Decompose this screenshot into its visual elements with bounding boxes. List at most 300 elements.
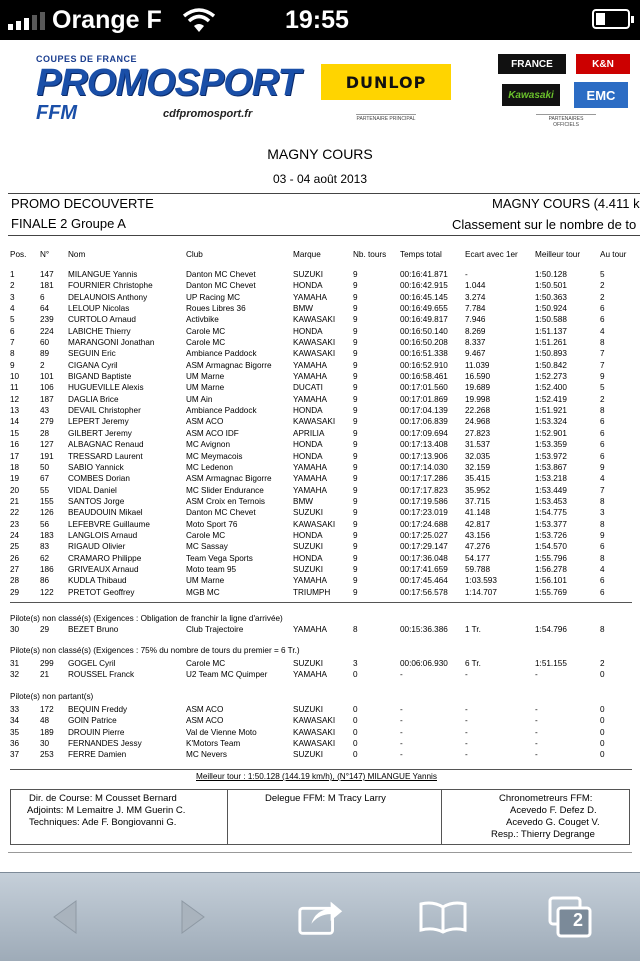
cell-total-time: 00:17:36.048	[400, 553, 448, 563]
cell-name: HUGUEVILLE Alexis	[68, 383, 144, 393]
circuit-label: MAGNY COURS (4.411 k	[492, 196, 640, 211]
cell-total-time: -	[400, 716, 403, 726]
cell-gap: 32.159	[465, 462, 491, 472]
cell-gap: 16.590	[465, 372, 491, 382]
cell-total-time: 00:17:06.839	[400, 417, 448, 427]
cell-number: 106	[40, 383, 54, 393]
cell-best-lap: 1:53.218	[535, 474, 567, 484]
cell-total-time: 00:16:50.140	[400, 326, 448, 336]
cell-brand: HONDA	[293, 326, 323, 336]
cell-number: 147	[40, 270, 54, 279]
cell-total-time: 00:17:09.694	[400, 428, 448, 438]
cell-pos: 37	[10, 750, 20, 760]
divider	[10, 769, 632, 770]
cell-brand: KAWASAKI	[293, 727, 336, 737]
cell-name: FERRE Damien	[68, 750, 127, 760]
cell-number: 28	[40, 428, 50, 438]
timekeepers-line-2: Acevedo G. Couget V.	[506, 817, 600, 828]
cell-club: Moto team 95	[186, 564, 237, 574]
table-row	[10, 587, 640, 598]
table-row	[10, 416, 640, 427]
cell-number: 172	[40, 705, 54, 714]
cell-gap: 47.276	[465, 542, 491, 552]
cell-total-time: 00:16:49.655	[400, 304, 448, 314]
cell-club: Danton MC Chevet	[186, 508, 256, 518]
cell-brand: KAWASAKI	[293, 417, 336, 427]
cell-name: LEFEBVRE Guillaume	[68, 519, 150, 529]
cell-best-lap-at: 6	[600, 542, 605, 552]
cell-laps: 9	[353, 462, 358, 472]
coupes-de-france-label: COUPES DE FRANCE	[36, 54, 138, 64]
cell-total-time: 00:17:17.823	[400, 485, 448, 495]
cell-name: ALBAGNAC Renaud	[68, 440, 144, 450]
cell-best-lap-at: 7	[600, 349, 605, 359]
cell-brand: YAMAHA	[293, 462, 327, 472]
cell-best-lap: 1:53.449	[535, 485, 567, 495]
officials-column-delegate	[227, 790, 442, 844]
cell-best-lap-at: 5	[600, 383, 605, 393]
cell-gap: -	[465, 716, 468, 726]
website-label: cdfpromosport.fr	[163, 108, 253, 120]
cell-club: MC Ledenon	[186, 462, 233, 472]
cell-club: Carole MC	[186, 338, 226, 348]
cell-club: UM Marne	[186, 576, 225, 586]
cell-number: 89	[40, 349, 50, 359]
ffm-delegate: Delegue FFM: M Tracy Larry	[265, 793, 386, 804]
cell-brand: SUZUKI	[293, 508, 324, 518]
cell-gap: 32.035	[465, 451, 491, 461]
cell-best-lap: 1:53.867	[535, 462, 567, 472]
cell-best-lap: 1:50.128	[535, 270, 567, 279]
cell-brand: SUZUKI	[293, 705, 324, 714]
cell-total-time: 00:17:13.906	[400, 451, 448, 461]
cell-club: Danton MC Chevet	[186, 270, 256, 279]
back-button[interactable]	[40, 895, 90, 939]
cell-laps: 9	[353, 451, 358, 461]
cell-number: 56	[40, 519, 50, 529]
cell-gap: 42.817	[465, 519, 491, 529]
cell-best-lap: 1:50.363	[535, 292, 567, 302]
cell-best-lap: 1:51.921	[535, 406, 567, 416]
cell-best-lap: -	[535, 727, 538, 737]
table-row	[10, 326, 640, 337]
cell-total-time: 00:16:51.338	[400, 349, 448, 359]
cell-gap: -	[465, 670, 468, 680]
cell-pos: 8	[10, 349, 15, 359]
web-page[interactable]	[0, 40, 640, 872]
cell-best-lap-at: 0	[600, 716, 605, 726]
cell-brand: YAMAHA	[293, 670, 327, 680]
cell-number: 186	[40, 564, 54, 574]
cell-name: SANTOS Jorge	[68, 496, 125, 506]
cell-brand: HONDA	[293, 406, 323, 416]
cell-best-lap-at: 6	[600, 417, 605, 427]
cell-total-time: 00:16:45.145	[400, 292, 448, 302]
cell-pos: 28	[10, 576, 20, 586]
cell-name: DAGLIA Brice	[68, 394, 119, 404]
cell-number: 21	[40, 670, 50, 680]
cell-total-time: 00:17:14.030	[400, 462, 448, 472]
timekeepers-line-1: Acevedo F. Defez D.	[510, 805, 597, 816]
cell-name: RIGAUD Olivier	[68, 542, 126, 552]
cell-name: SABIO Yannick	[68, 462, 124, 472]
col-header-gap: Ecart avec 1er	[465, 249, 518, 259]
table-row	[10, 451, 640, 462]
forward-arrow-icon	[176, 898, 210, 936]
cell-best-lap: 1:55.796	[535, 553, 567, 563]
timekeepers-title: Chronometreurs FFM:	[499, 793, 593, 804]
cell-brand: YAMAHA	[293, 485, 327, 495]
table-row	[10, 624, 640, 635]
forward-button[interactable]	[168, 895, 218, 939]
table-row	[10, 564, 640, 575]
cell-pos: 5	[10, 315, 15, 325]
table-row	[10, 738, 640, 749]
cell-brand: HONDA	[293, 440, 323, 450]
cell-laps: 9	[353, 304, 358, 314]
cell-laps: 9	[353, 519, 358, 529]
cell-best-lap: -	[535, 739, 538, 749]
cell-gap: 37.715	[465, 496, 491, 506]
col-header-name: Nom	[68, 249, 86, 259]
cell-best-lap-at: 6	[600, 451, 605, 461]
cell-pos: 2	[10, 281, 15, 291]
cell-laps: 9	[353, 485, 358, 495]
cell-best-lap: 1:55.769	[535, 587, 567, 597]
session-label: FINALE 2 Groupe A	[11, 216, 126, 231]
cell-best-lap: -	[535, 750, 538, 760]
browser-toolbar	[0, 872, 640, 961]
cell-best-lap: 1:53.377	[535, 519, 567, 529]
cell-name: DELAUNOIS Anthony	[68, 292, 148, 302]
table-row	[10, 394, 640, 405]
table-row	[10, 303, 640, 314]
cell-gap: 31.537	[465, 440, 491, 450]
cell-brand: HONDA	[293, 553, 323, 563]
cell-brand: SUZUKI	[293, 750, 324, 760]
cell-pos: 25	[10, 542, 20, 552]
cell-club: ASM ACO	[186, 705, 224, 714]
cell-laps: 9	[353, 440, 358, 450]
cell-club: K'Motors Team	[186, 739, 241, 749]
cell-laps: 9	[353, 530, 358, 540]
ranking-note: Classement sur le nombre de to	[452, 217, 637, 232]
cell-pos: 12	[10, 394, 20, 404]
cell-brand: YAMAHA	[293, 292, 327, 302]
cell-gap: 27.823	[465, 428, 491, 438]
cell-pos: 14	[10, 417, 20, 427]
cell-number: 62	[40, 553, 50, 563]
table-row	[10, 749, 640, 760]
cell-brand: SUZUKI	[293, 542, 324, 552]
france-equipement-logo: FRANCE	[498, 54, 566, 74]
dunlop-logo: DUNLOP	[321, 64, 451, 100]
section-heading-unclassified: Pilote(s) non classé(s) (Exigences : Obligation de franchir la ligne d'arrivée)	[10, 614, 283, 623]
bookmarks-button[interactable]	[418, 895, 468, 939]
cell-name: CURTOLO Arnaud	[68, 315, 136, 325]
signal-strength-icon	[8, 12, 48, 30]
technical-officials: Techniques: Ade F. Bongiovanni G.	[29, 817, 177, 828]
carrier-name: Orange F	[52, 6, 162, 34]
cell-gap: -	[465, 705, 468, 714]
cell-gap: 11.039	[465, 360, 490, 370]
cell-best-lap: 1:54.570	[535, 542, 567, 552]
cell-total-time: -	[400, 705, 403, 714]
cell-best-lap-at: 0	[600, 750, 605, 760]
table-row	[10, 530, 640, 541]
event-date: 03 - 04 août 2013	[272, 172, 368, 186]
cell-best-lap-at: 9	[600, 372, 605, 382]
cell-best-lap: 1:51.155	[535, 659, 567, 668]
cell-name: BIGAND Baptiste	[68, 372, 132, 382]
cell-brand: KAWASAKI	[293, 315, 336, 325]
cell-laps: 9	[353, 360, 358, 370]
cell-laps: 0	[353, 716, 358, 726]
cell-gap: 8.337	[465, 338, 486, 348]
promosport-logo: PROMOSPORT	[36, 62, 300, 104]
cell-best-lap-at: 6	[600, 587, 605, 597]
cell-gap: 1:14.707	[465, 587, 497, 597]
cell-club: Team Vega Sports	[186, 553, 253, 563]
cell-brand: SUZUKI	[293, 564, 324, 574]
tabs-count: 2	[572, 910, 583, 930]
cell-club: ASM ACO	[186, 716, 224, 726]
cell-number: 55	[40, 485, 50, 495]
cell-number: 183	[40, 530, 54, 540]
cell-best-lap: -	[535, 716, 538, 726]
cell-club: MC Meymacois	[186, 451, 243, 461]
cell-best-lap-at: 9	[600, 462, 605, 472]
cell-number: 86	[40, 576, 50, 586]
cell-best-lap-at: 0	[600, 739, 605, 749]
table-row	[10, 715, 640, 726]
cell-brand: YAMAHA	[293, 360, 327, 370]
cell-total-time: 00:17:01.869	[400, 394, 448, 404]
cell-total-time: -	[400, 750, 403, 760]
cell-name: FOURNIER Christophe	[68, 281, 153, 291]
cell-laps: 9	[353, 326, 358, 336]
cell-total-time: 00:17:19.586	[400, 496, 448, 506]
cell-best-lap-at: 3	[600, 508, 605, 518]
cell-number: 122	[40, 587, 54, 597]
unclassified-table-2	[10, 658, 640, 681]
cell-club: Val de Vienne Moto	[186, 727, 257, 737]
cell-total-time: 00:17:17.286	[400, 474, 448, 484]
cell-pos: 15	[10, 428, 20, 438]
kn-logo: K&N	[576, 54, 630, 74]
col-header-best-lap: Meilleur tour	[535, 249, 581, 259]
cell-pos: 29	[10, 587, 20, 597]
cell-name: CIGANA Cyril	[68, 360, 118, 370]
cell-best-lap-at: 2	[600, 292, 605, 302]
cell-pos: 27	[10, 564, 20, 574]
cell-club: Ambiance Paddock	[186, 349, 257, 359]
cell-club: Carole MC	[186, 659, 226, 668]
cell-name: VIDAL Daniel	[68, 485, 117, 495]
cell-name: MARANGONI Jonathan	[68, 338, 155, 348]
cell-brand: KAWASAKI	[293, 338, 336, 348]
cell-gap: 22.268	[465, 406, 491, 416]
cell-pos: 31	[10, 659, 20, 668]
cell-club: UM Marne	[186, 372, 225, 382]
cell-best-lap: 1:50.924	[535, 304, 567, 314]
cell-number: 83	[40, 542, 50, 552]
cell-laps: 0	[353, 727, 358, 737]
cell-laps: 3	[353, 659, 358, 668]
table-row	[10, 371, 640, 382]
cell-brand: YAMAHA	[293, 625, 327, 634]
cell-laps: 9	[353, 417, 358, 427]
cell-brand: KAWASAKI	[293, 349, 336, 359]
divider	[8, 235, 640, 236]
cell-gap: 1:03.593	[465, 576, 497, 586]
cell-gap: -	[465, 270, 468, 279]
cell-club: U2 Team MC Quimper	[186, 670, 268, 680]
cell-best-lap-at: 6	[600, 315, 605, 325]
cell-best-lap-at: 8	[600, 406, 605, 416]
cell-laps: 9	[353, 394, 358, 404]
kawasaki-logo: Kawasaki	[502, 84, 560, 106]
table-row	[10, 575, 640, 586]
cell-gap: -	[465, 750, 468, 760]
cell-best-lap-at: 4	[600, 326, 605, 336]
share-button[interactable]	[296, 895, 346, 939]
cell-best-lap-at: 2	[600, 394, 605, 404]
cell-gap: 7.946	[465, 315, 486, 325]
timekeepers-resp: Resp.: Thierry Degrange	[491, 829, 595, 840]
cell-best-lap: 1:52.273	[535, 372, 567, 382]
cell-total-time: -	[400, 739, 403, 749]
cell-number: 30	[40, 739, 50, 749]
cell-best-lap: 1:50.501	[535, 281, 567, 291]
cell-name: GILBERT Jeremy	[68, 428, 132, 438]
officials-box	[10, 789, 630, 845]
cell-gap: 41.148	[465, 508, 491, 518]
cell-total-time: 00:17:01.560	[400, 383, 448, 393]
table-row	[10, 382, 640, 393]
cell-club: ASM Croix en Ternois	[186, 496, 266, 506]
cell-best-lap-at: 4	[600, 474, 605, 484]
cell-pos: 36	[10, 739, 20, 749]
cell-brand: YAMAHA	[293, 394, 327, 404]
cell-best-lap-at: 0	[600, 670, 605, 680]
best-lap-summary: Meilleur tour : 1:50.128 (144.19 km/h), (N°147) MILANGUE Yannis	[196, 772, 437, 781]
col-header-pos: Pos.	[10, 249, 27, 259]
cell-name: GRIVEAUX Arnaud	[68, 564, 139, 574]
cell-best-lap-at: 6	[600, 576, 605, 586]
cell-best-lap-at: 7	[600, 485, 605, 495]
cell-best-lap-at: 0	[600, 705, 605, 714]
cell-name: LELOUP Nicolas	[68, 304, 130, 314]
cell-name: COMBES Dorian	[68, 474, 130, 484]
table-row	[10, 473, 640, 484]
cell-name: MILANGUE Yannis	[68, 270, 138, 279]
cell-gap: 3.274	[465, 292, 486, 302]
cell-name: SEGUIN Eric	[68, 349, 116, 359]
cell-club: MGB MC	[186, 587, 220, 597]
cell-club: Activbike	[186, 315, 219, 325]
category-label: PROMO DECOUVERTE	[11, 196, 154, 211]
cell-gap: 24.968	[465, 417, 491, 427]
cell-number: 239	[40, 315, 54, 325]
cell-pos: 24	[10, 530, 20, 540]
cell-pos: 30	[10, 625, 20, 634]
cell-best-lap-at: 8	[600, 553, 605, 563]
cell-number: 60	[40, 338, 50, 348]
cell-best-lap: 1:53.972	[535, 451, 567, 461]
cell-gap: 9.467	[465, 349, 486, 359]
cell-brand: HONDA	[293, 281, 323, 291]
cell-best-lap: 1:52.901	[535, 428, 567, 438]
cell-laps: 9	[353, 349, 358, 359]
cell-gap: -	[465, 739, 468, 749]
cell-pos: 10	[10, 372, 20, 382]
cell-total-time: 00:16:49.817	[400, 315, 448, 325]
cell-name: GOIN Patrice	[68, 716, 117, 726]
cell-pos: 3	[10, 292, 15, 302]
results-table	[10, 247, 640, 598]
cell-best-lap: 1:51.261	[535, 338, 567, 348]
cell-gap: 7.784	[465, 304, 486, 314]
table-row	[10, 541, 640, 552]
cell-pos: 26	[10, 553, 20, 563]
cell-best-lap: 1:53.324	[535, 417, 567, 427]
cell-pos: 9	[10, 360, 15, 370]
col-header-brand: Marque	[293, 249, 321, 259]
cell-name: PRETOT Geoffrey	[68, 587, 135, 597]
cell-name: DEVAIL Christopher	[68, 406, 141, 416]
cell-total-time: 00:16:52.910	[400, 360, 448, 370]
cell-best-lap: 1:56.101	[535, 576, 567, 586]
non-starters-table	[10, 704, 640, 761]
cell-brand: BMW	[293, 496, 314, 506]
wifi-icon	[182, 8, 216, 34]
cell-best-lap: 1:50.588	[535, 315, 567, 325]
tabs-button[interactable]	[545, 895, 595, 939]
cell-number: 191	[40, 451, 54, 461]
cell-best-lap-at: 0	[600, 727, 605, 737]
cell-laps: 9	[353, 587, 358, 597]
cell-number: 48	[40, 716, 50, 726]
officials-column-direction	[11, 790, 228, 844]
results-body	[10, 269, 640, 598]
cell-laps: 9	[353, 281, 358, 291]
cell-pos: 1	[10, 270, 15, 279]
cell-laps: 9	[353, 553, 358, 563]
cell-pos: 6	[10, 326, 15, 336]
cell-pos: 21	[10, 496, 20, 506]
cell-total-time: 00:16:58.461	[400, 372, 448, 382]
cell-number: 127	[40, 440, 54, 450]
cell-laps: 9	[353, 564, 358, 574]
cell-brand: TRIUMPH	[293, 587, 331, 597]
cell-pos: 20	[10, 485, 20, 495]
cell-club: ASM ACO	[186, 417, 224, 427]
col-header-total-time: Temps total	[400, 249, 442, 259]
cell-club: Club Trajectoire	[186, 625, 244, 634]
cell-club: Carole MC	[186, 530, 226, 540]
cell-brand: YAMAHA	[293, 576, 327, 586]
cell-pos: 22	[10, 508, 20, 518]
ffm-logo: FFM	[36, 102, 78, 124]
cell-number: 187	[40, 394, 54, 404]
cell-club: ASM ACO IDF	[186, 428, 239, 438]
table-row	[10, 553, 640, 564]
cell-club: Danton MC Chevet	[186, 281, 256, 291]
cell-total-time: 00:17:23.019	[400, 508, 448, 518]
cell-best-lap: 1:50.842	[535, 360, 567, 370]
cell-brand: SUZUKI	[293, 659, 324, 668]
